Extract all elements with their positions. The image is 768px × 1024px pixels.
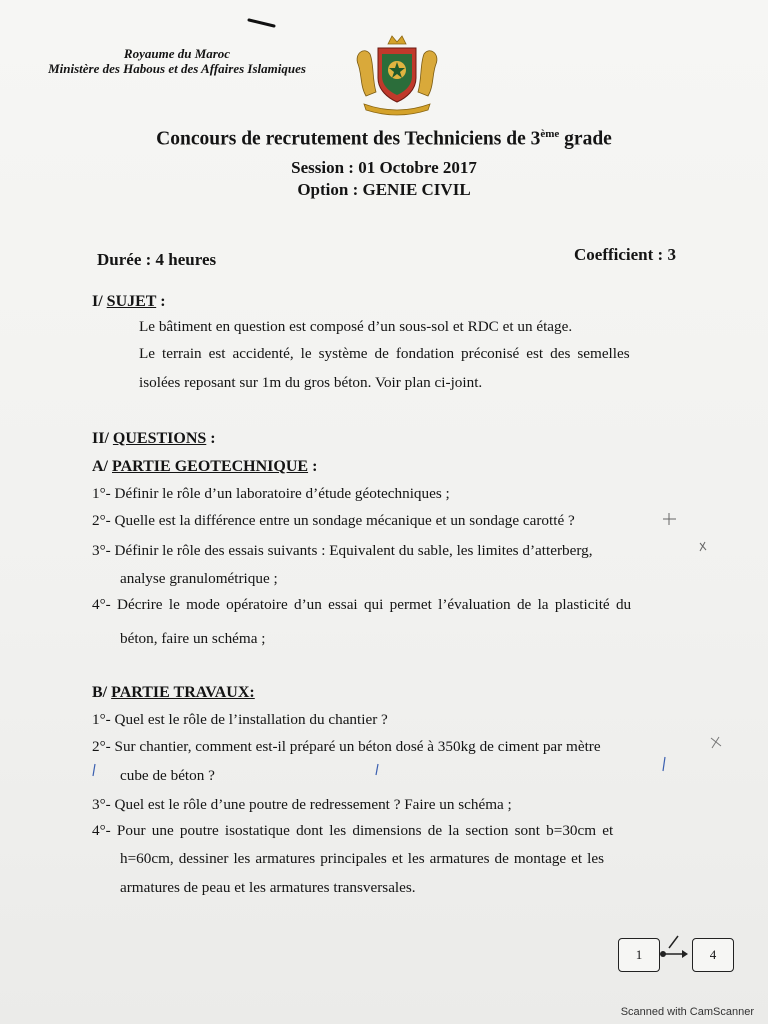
- question-b2-line2: cube de béton ?: [120, 767, 215, 784]
- question-b4-line2: h=60cm, dessiner les armatures principales et les armatures de montage et les: [120, 850, 604, 867]
- title-superscript: ème: [540, 128, 560, 140]
- subject-line-3: isolées reposant sur 1m du gros béton. Voir plan ci-joint.: [139, 374, 483, 391]
- question-a4-line1: 4°- Décrire le mode opératoire d’un essai qui permet l’évaluation de la plasticité du: [92, 596, 632, 613]
- question-a4-line2: béton, faire un schéma ;: [120, 630, 266, 647]
- subject-prefix: I/: [92, 293, 107, 310]
- title-end: grade: [559, 128, 612, 150]
- subject-heading: [92, 293, 166, 311]
- ministry-label: Ministère des Habous et des Affaires Islamiques: [48, 61, 306, 76]
- moroccan-coat-of-arms-icon: [348, 34, 446, 118]
- part-a-title: PARTIE GEOTECHNIQUE: [112, 458, 309, 475]
- subject-line-1: Le bâtiment en question est composé d’un sous-sol et RDC et un étage.: [139, 318, 573, 335]
- question-a3-line2: analyse granulométrique ;: [120, 570, 278, 587]
- questions-suffix: :: [206, 430, 216, 447]
- kingdom-label: Royaume du Maroc: [123, 46, 231, 61]
- arrow-right-icon: [658, 946, 692, 962]
- question-b4-line3: armatures de peau et les armatures transversales.: [120, 879, 416, 896]
- page-current-box: 1: [618, 938, 660, 972]
- scanner-watermark: Scanned with CamScanner: [620, 1006, 754, 1018]
- subject-title: SUJET: [106, 293, 157, 310]
- part-a-prefix: A/: [92, 458, 112, 475]
- duration-label: Durée : 4 heures: [97, 250, 217, 269]
- part-a-heading: [92, 458, 317, 476]
- subject-suffix: :: [156, 293, 166, 310]
- part-b-heading: [92, 684, 255, 702]
- part-a-suffix: :: [308, 458, 318, 475]
- question-b2-line1: 2°- Sur chantier, comment est-il préparé un béton dosé à 350kg de ciment par mètre: [92, 738, 601, 755]
- exam-title: [0, 128, 768, 151]
- title-text: Concours de recrutement des Techniciens de 3: [156, 128, 541, 150]
- session-line: Session : 01 Octobre 2017: [291, 158, 477, 177]
- question-b1: 1°- Quel est le rôle de l’installation du chantier ?: [92, 711, 388, 728]
- option-line: Option : GENIE CIVIL: [297, 180, 471, 199]
- ministry-header: [22, 46, 332, 76]
- subject-line-2: Le terrain est accidenté, le système de fondation préconisé est des semelles: [139, 345, 630, 362]
- questions-title: QUESTIONS: [112, 430, 207, 447]
- question-a2: 2°- Quelle est la différence entre un sondage mécanique et un sondage carotté ?: [92, 512, 575, 529]
- coefficient-label: Coefficient : 3: [574, 245, 676, 264]
- question-b3: 3°- Quel est le rôle d’une poutre de redressement ? Faire un schéma ;: [92, 796, 512, 813]
- page-total-box: 4: [692, 938, 734, 972]
- question-b4-line1: 4°- Pour une poutre isostatique dont les dimensions de la section sont b=30cm et: [92, 822, 614, 839]
- question-a3-line1: 3°- Définir le rôle des essais suivants : Equivalent du sable, les limites d’atterberg,: [92, 542, 593, 559]
- question-a1: 1°- Définir le rôle d’un laboratoire d’étude géotechniques ;: [92, 485, 450, 502]
- questions-prefix: II/: [92, 430, 113, 447]
- questions-heading: [92, 430, 216, 448]
- part-b-title: PARTIE TRAVAUX:: [111, 684, 255, 701]
- part-b-prefix: B/: [92, 684, 112, 701]
